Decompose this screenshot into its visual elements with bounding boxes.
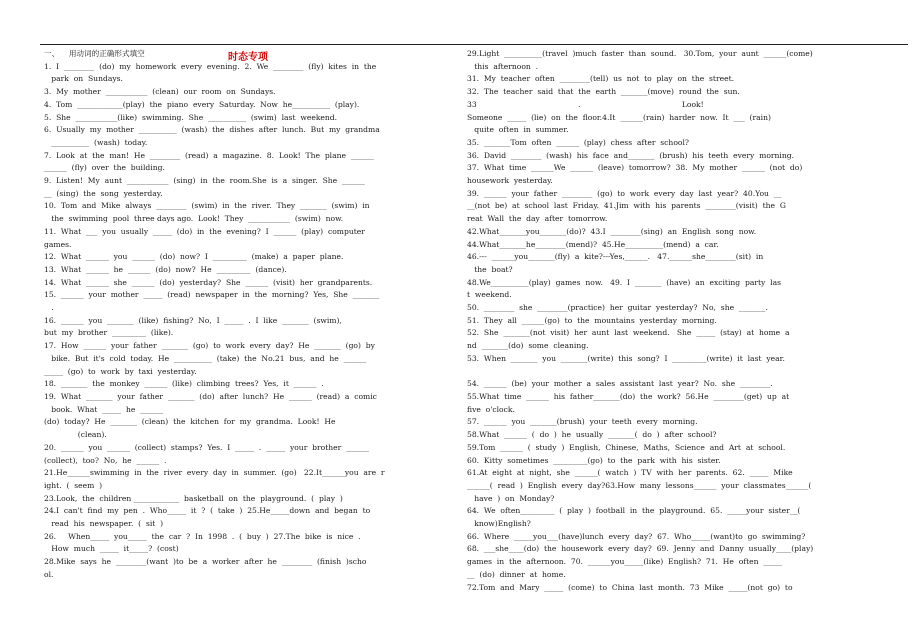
left-column-line: 16. ______ you _______ (like) fishing? No, I _____ . I like _______ (swim), <box>44 315 342 325</box>
left-column-line: 20. ______ you ______ (collect) stamps? Yes. I _____ . _____ your brother ______ <box>44 442 369 452</box>
left-column-line: 13. What ______ he ______ (do) now? He _________ (dance). <box>44 264 287 274</box>
left-column-line: 10. Tom and Mike always ________ (swim) in the river. They _______ (swim) in <box>44 201 370 211</box>
right-column-line: 72.Tom and Mary _____ (come) to China last month. 73 Mike _____(not go) to <box>467 582 793 592</box>
left-column-line: 7. Look at the man! He ________ (read) a magazine. 8. Look! The plane ______ <box>44 150 374 160</box>
left-column-line: read his newspaper. ( sit ) <box>44 519 164 529</box>
right-column-line: 50. ________ she ________(practice) her guitar yesterday? No, she _______. <box>467 303 768 313</box>
right-column-line: this afternoon . <box>467 61 539 71</box>
right-column-line: games in the afternoon. 70. ______you_____(like) English? 71. He often _____ <box>467 557 783 567</box>
right-column-line: 54. ______ (be) your mother a sales assistant last year? No. she ________. <box>467 379 773 389</box>
right-column-line: 66. Where _____you___(have)lunch every day? 67. Who_____(want)to go swimming? <box>467 531 806 541</box>
right-column-line: 51. They all ______(go) to the mountains yesterday morning. <box>467 315 717 325</box>
left-column <box>44 48 454 582</box>
right-column-line: 35. _______Tom often ______ (play) chess after school? <box>467 137 689 147</box>
left-column-line: park on Sundays. <box>44 74 123 84</box>
left-column-line: 9. Listen! My aunt ___________ (sing) in the room.She is a singer. She ______ <box>44 176 365 186</box>
right-column-line: 42.What_______you_______(do)? 43.I ________(sing) an English song now. <box>467 226 757 236</box>
right-column <box>467 48 907 594</box>
left-column-line: 1. I ________ (do) my homework every evening. 2. We ________ (fly) kites in the <box>44 61 377 71</box>
right-column-line: 44.What_______he________(mend)? 45.He__________(mend) a car. <box>467 239 719 249</box>
left-column-line: 11. What ___ you usually _____ (do) in the evening? I ______ (play) computer <box>44 226 365 236</box>
left-column-line: 12. What ______ you ______ (do) now? I _________ (make) a paper plane. <box>44 252 344 262</box>
right-column-line: 52. She _______(not visit) her aunt last weekend. She _____ (stay) at home a <box>467 328 790 338</box>
left-column-line: ight. ( seem ) <box>44 480 103 490</box>
right-column-line: know)English? <box>467 519 531 529</box>
right-column-line: 46.--- ______you_______(fly) a kite?---Yes,______. 47.______she________(sit) in <box>467 252 764 262</box>
right-column-line: nd _______(do) some cleaning. <box>467 341 589 351</box>
left-column-line: (collect), too? No, he ______ . <box>44 455 167 465</box>
left-column-line: 21.He______swimming in the river every day in summer. (go) 22.It______you are r <box>44 468 385 478</box>
left-column-line: ______ (fly) over the building. <box>44 163 165 173</box>
right-column-line: 59.Tom ______ ( study ) English, Chinese, Maths, Science and Art at school. <box>467 442 786 452</box>
left-column-line: ol. <box>44 569 54 579</box>
right-column-line: 61.At eight at night, she ______( watch ) TV with her parents. 62. _____ Mike <box>467 468 793 478</box>
left-column-line: 19. What _______ your father _______ (do) after lunch? He ______ (read) a comic <box>44 391 377 401</box>
left-column-line: 4. Tom ____________(play) the piano every Saturday. Now he__________ (play). <box>44 99 360 109</box>
left-column-line: but my brother _________ (like). <box>44 328 174 338</box>
right-column-line: 31. My teacher often ________(tell) us not to play on the street. <box>467 74 735 84</box>
right-column-line: quite often in summer. <box>467 125 569 135</box>
right-column-line: 58.What ______ ( do ) he usually _______( do ) after school? <box>467 430 717 440</box>
left-column-line: 17. How ______ your father _______ (go) to work every day? He _______ (go) by <box>44 341 375 351</box>
left-column-line: 24.I can't find my pen . Who_____ it ? ( take ) 25.He_____down and began to <box>44 506 371 516</box>
right-column-line: the boat? <box>467 264 513 274</box>
right-column-line: 39. ______ your father ________ (go) to work every day last year? 40.You __ <box>467 188 782 198</box>
left-column-line: 3. My mother ___________ (clean) our room on Sundays. <box>44 87 276 97</box>
left-column-line: 15. ______ your mother _____ (read) newspaper in the morning? Yes, She _______ <box>44 290 380 300</box>
right-column-line: 60. Kitty sometimes _________(go) to the park with his sister. <box>467 455 721 465</box>
right-column-line: t weekend. <box>467 290 512 300</box>
left-column-line: (do) today? He _______ (clean) the kitchen for my grandma. Look! He <box>44 417 336 427</box>
left-column-line: 14. What ______ she ______ (do) yesterday? She ______ (visit) her grandparents. <box>44 277 373 287</box>
right-column-line: 37. What time ______We ______ (leave) tomorrow? 38. My mother ______ (not do) <box>467 163 803 173</box>
right-column-line: 33 . Look! <box>467 99 704 109</box>
left-column-line: . <box>44 303 54 313</box>
left-column-line: games. <box>44 239 72 249</box>
top-rule <box>40 44 908 45</box>
page-title: 时态专项 <box>228 52 268 63</box>
right-column-line: 29.Light __________(travel )much faster than sound. 30.Tom, your aunt ______(come) <box>467 49 813 58</box>
left-column-line: 一、 用动词的正确形式填空 <box>44 49 145 58</box>
left-column-line: 6. Usually my mother __________ (wash) the dishes after lunch. But my grandma <box>44 125 380 135</box>
right-column-line: 53. When _______ you _______(write) this song? I _________(write) it last year. <box>467 353 785 363</box>
left-column-line: 26. When_____ you_____ the car ? In 1998 . ( buy ) 27.The bike is nice . <box>44 531 361 541</box>
left-column-line: the swimming pool three days ago. Look! They ___________ (swim) now. <box>44 214 344 224</box>
left-column-line: _____ (go) to work by taxi yesterday. <box>44 366 197 376</box>
right-column-line: have ) on Monday? <box>467 493 555 503</box>
right-column-line: five o'clock. <box>467 404 515 414</box>
left-column-line: __________ (wash) today. <box>44 137 148 147</box>
left-column-line: (clean). <box>44 430 107 440</box>
right-column-line: Someone _____ (lie) on the floor.4.It ______(rain) harder now. It ___ (rain) <box>467 112 771 122</box>
left-column-line: __ (sing) the song yesterday. <box>44 188 163 198</box>
left-column-line: 18. _______ the monkey ______ (like) climbing trees? Yes, it ______ . <box>44 379 324 389</box>
right-column-line: 55.What time ______ his father_______(do) the work? 56.He ________(get) up at <box>467 391 790 401</box>
left-column-line: How much _____ it_____? (cost) <box>44 544 179 554</box>
right-column-line: housework yesterday. <box>467 176 553 186</box>
right-column-line: 32. The teacher said that the earth _______(move) round the sun. <box>467 87 740 97</box>
left-column-line: book. What _____ he ______ <box>44 404 163 414</box>
left-column-line: 28.Mike says he ________(want )to be a worker after he ________ (finish )scho <box>44 557 367 567</box>
left-column-line: 23.Look, the children ____________ basketball on the playground. ( play ) <box>44 493 343 503</box>
right-column-line: 64. We often_________ ( play ) football in the playground. 65. _____your sister__( <box>467 506 801 516</box>
right-column-line: 48.We__________(play) games now. 49. I _______ (have) an exciting party las <box>467 277 782 287</box>
right-column-line <box>467 366 907 379</box>
right-column-line: reat Wall the day after tomorrow. <box>467 214 608 224</box>
right-column-line: 57. ______ you _______(brush) your teeth every morning. <box>467 417 698 427</box>
right-column-line: 36. David ________ (wash) his face and_______ (brush) his teeth every morning. <box>467 150 795 160</box>
right-column-line: __ (do) dinner at home. <box>467 569 566 579</box>
right-column-line: __(not be) at school last Friday. 41.Jim with his parents ________(visit) the G <box>467 201 786 211</box>
left-column-line: bike. But it's cold today. He __________ (take) the No.21 bus, and he ______ <box>44 353 367 363</box>
right-column-line: ______( read ) English every day?63.How many lessons______ your classmates______( <box>467 480 812 490</box>
left-column-line: 5. She ___________(like) swimming. She __________ (swim) last weekend. <box>44 112 338 122</box>
right-column-line: 68. ___she____(do) the housework every day? 69. Jenny and Danny usually____(play) <box>467 544 814 554</box>
